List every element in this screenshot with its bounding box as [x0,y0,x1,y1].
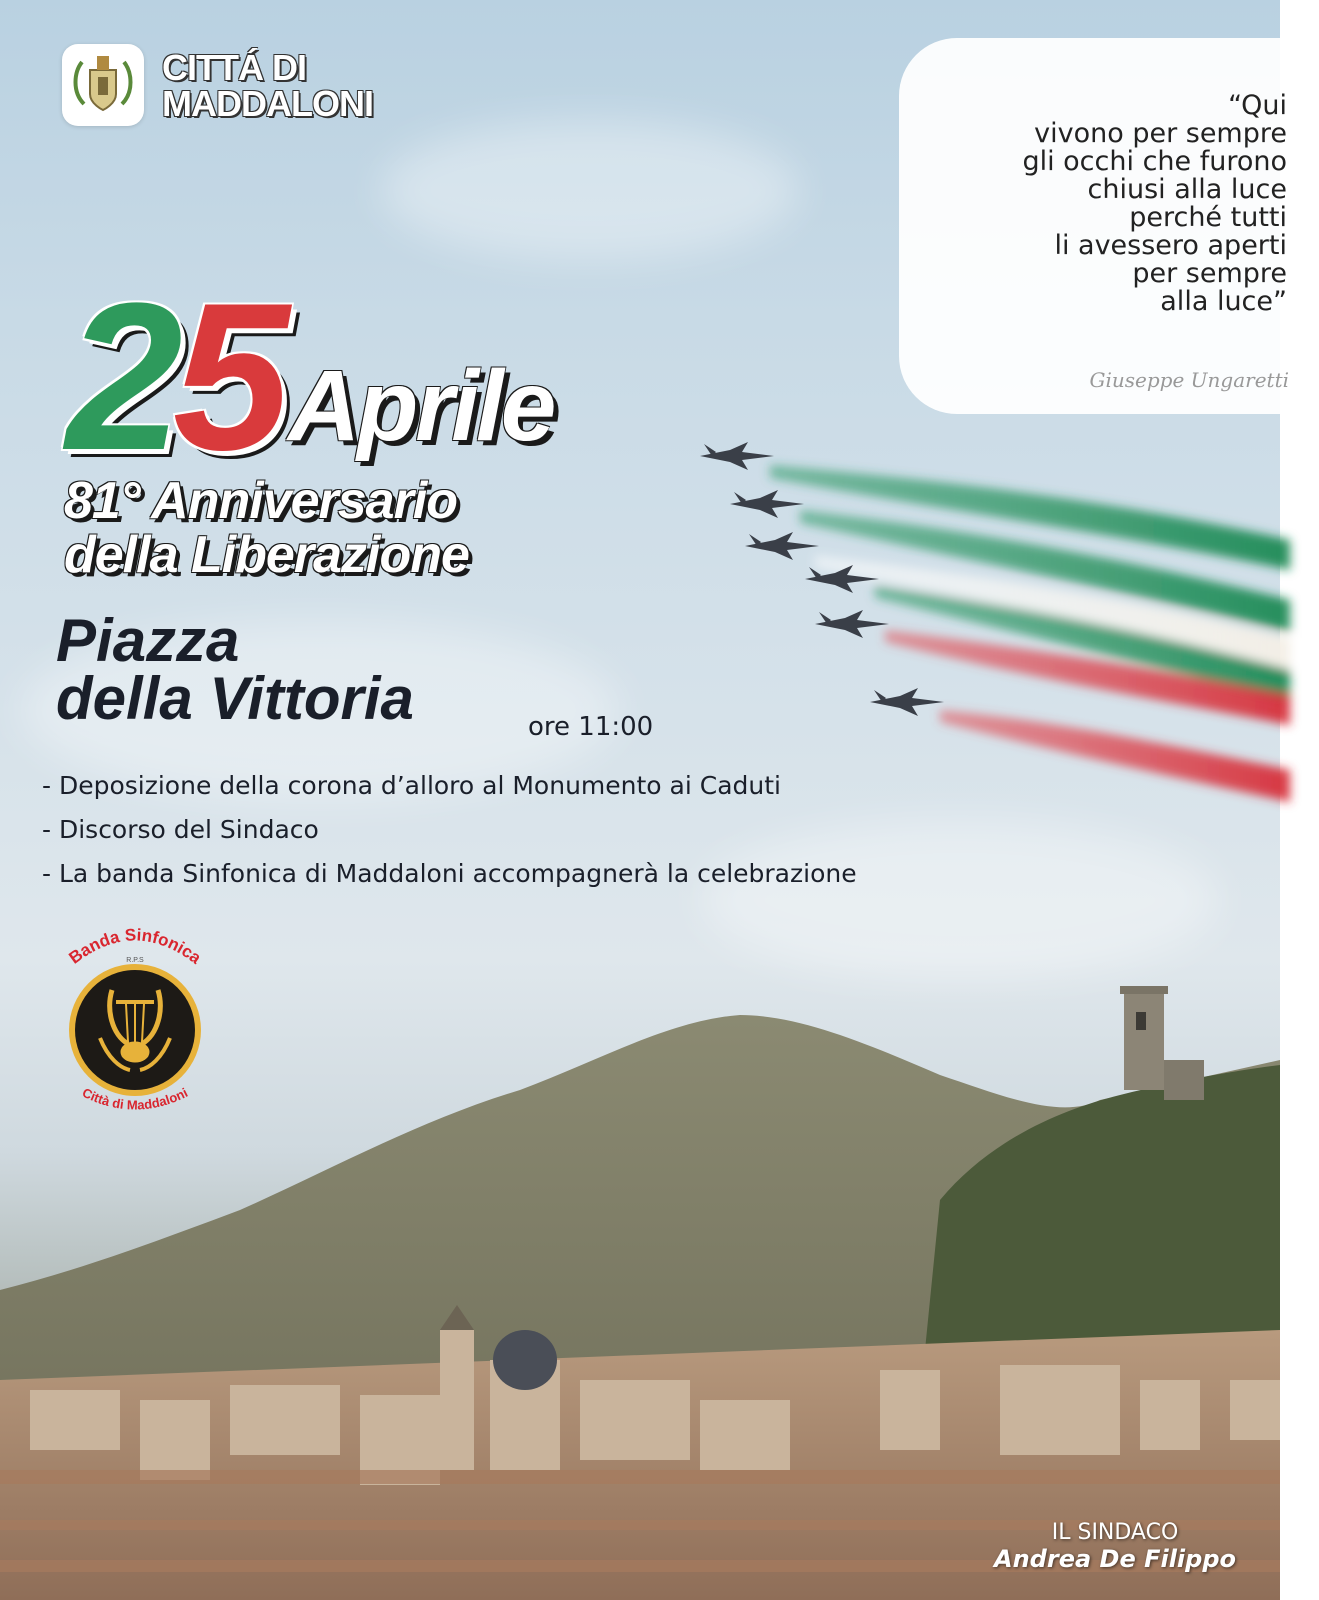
signature-name: Andrea De Filippo [994,1545,1236,1573]
cloud [380,120,800,260]
jet-icon [730,490,804,518]
venue-line2: della Vittoria [56,665,414,732]
jet-icon [700,442,774,470]
subtitle-line1: 81° Anniversario [64,472,458,530]
signature-role: IL SINDACO [1051,1520,1179,1545]
program-item: - La banda Sinfonica di Maddaloni accompagnerà la celebrazione [42,852,857,896]
logo-container [62,44,144,126]
date-month: Aprile [288,350,554,462]
quote-author-signature: Giuseppe Ungaretti [1089,368,1289,392]
event-time: ore 11:00 [528,712,654,742]
band-sinfonica-logo [60,918,210,1128]
city-title-line2: MADDALONI [162,83,373,124]
program-item: - Discorso del Sindaco [42,808,857,852]
date-day [66,259,280,494]
city-title [162,47,373,124]
band-logo-small-text: R.P.S [126,957,144,964]
quote-card [899,38,1319,414]
jet-icon [870,688,944,716]
mayor-signature [994,1520,1236,1573]
event-venue [56,607,414,732]
program-list [42,764,857,896]
jet-icon [745,532,819,560]
smoke-trails [770,465,1290,802]
city-crest-icon [62,44,144,126]
date-day-digit-2: 5 [172,259,280,494]
band-logo-bottom-text: Città di Maddaloni [79,1084,191,1113]
subtitle-line2: della Liberazione [64,526,469,584]
band-logo-top-text: Banda Sinfonica [65,925,205,968]
date-day-digit-1: 2 [66,259,173,494]
church-dome [493,1330,557,1390]
anniversary-subtitle [64,474,469,582]
city-title-line1: CITTÁ DI [162,47,306,88]
venue-line1: Piazza [56,607,240,674]
jet-icon [815,610,889,638]
quote-text: “Qui vivono per sempre gli occhi che furono chiusi alla luce perché tutti li avessero aperti per sempre alla luce” [1022,90,1287,317]
castle-tower [1120,986,1204,1100]
frecce-tricolori-illustration [690,420,1280,800]
program-item: - Deposizione della corona d’alloro al Monumento ai Caduti [42,764,857,808]
